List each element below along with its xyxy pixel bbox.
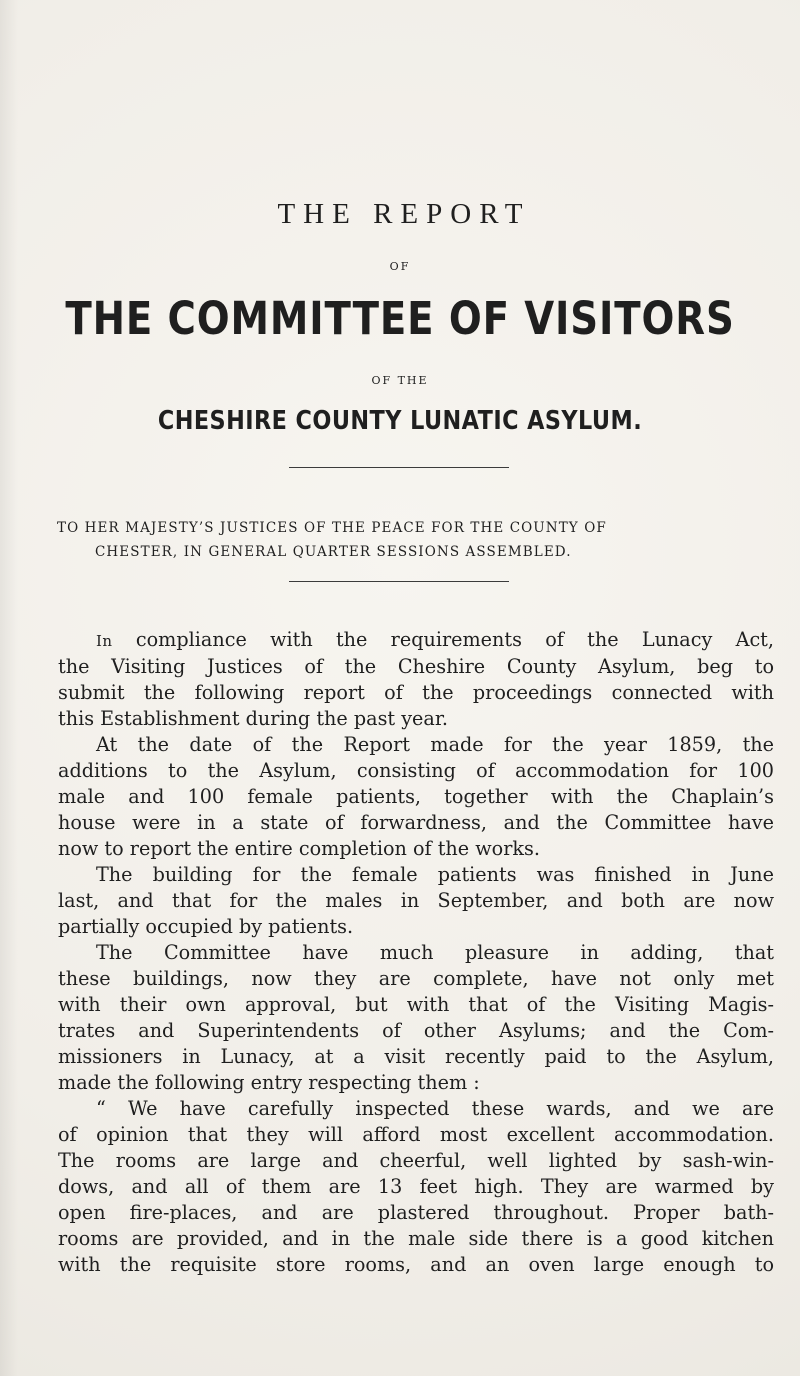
report-title: THE REPORT [277,198,531,230]
address-line-1: TO HER MAJESTY’S JUSTICES OF THE PEACE FOR THE COUNTY OF [57,520,607,536]
body-line-6: additions to the Asylum, consisting of accommodation for 100 [58,759,774,782]
address-divider [289,581,509,582]
title-connector-of: OF [389,260,411,273]
body-line-8: house were in a state of forwardness, and the Committee have [58,811,774,834]
title-divider [289,467,509,468]
body-line-21: The rooms are large and cheerful, well lighted by sash-win- [58,1149,774,1172]
body-line-10: The building for the female patients was finished in June [96,863,774,886]
body-line-12: partially occupied by patients. [58,915,354,938]
body-line-3: submit the following report of the proceedings connected with [58,681,774,704]
body-line-9: now to report the entire completion of the works. [58,837,540,860]
body-line-24: rooms are provided, and in the male side there is a good kitchen [58,1227,774,1250]
body-line-17: missioners in Lunacy, at a visit recently paid to the Asylum, [58,1045,774,1068]
report-body [58,627,774,1278]
body-line-20: of opinion that they will afford most excellent accommodation. [58,1123,774,1146]
body-line-15: with their own approval, but with that of the Visiting Magis- [58,993,774,1016]
body-line-19: “ We have carefully inspected these wards, and we are [96,1097,774,1120]
body-line-14: these buildings, now they are complete, have not only met [58,967,774,990]
body-line-22: dows, and all of them are 13 feet high. They are warmed by [58,1175,774,1198]
body-line-18: made the following entry respecting them : [58,1071,480,1094]
asylum-title: CHESHIRE COUNTY LUNATIC ASYLUM. [157,406,643,436]
address-line-2: CHESTER, IN GENERAL QUARTER SESSIONS ASSEMBLED. [95,544,572,560]
body-line-23: open fire-places, and are plastered throughout. Proper bath- [58,1201,774,1224]
title-connector-of-the: OF THE [371,374,429,387]
committee-title: THE COMMITTEE OF VISITORS [65,292,735,345]
body-line-1: In compliance with the requirements of the Lunacy Act, [96,628,774,651]
body-line-5: At the date of the Report made for the year 1859, the [96,733,774,756]
body-line-4: this Establishment during the past year. [58,707,449,730]
body-line-7: male and 100 female patients, together with the Chaplain’s [58,785,774,808]
opening-small-caps: In [96,632,113,650]
body-line-11: last, and that for the males in September, and both are now [58,889,774,912]
body-line-2: the Visiting Justices of the Cheshire County Asylum, beg to [58,655,774,678]
body-line-13: The Committee have much pleasure in adding, that [96,941,774,964]
body-line-25: with the requisite store rooms, and an oven large enough to [58,1253,774,1276]
body-line-16: trates and Superintendents of other Asylums; and the Com- [58,1019,774,1042]
